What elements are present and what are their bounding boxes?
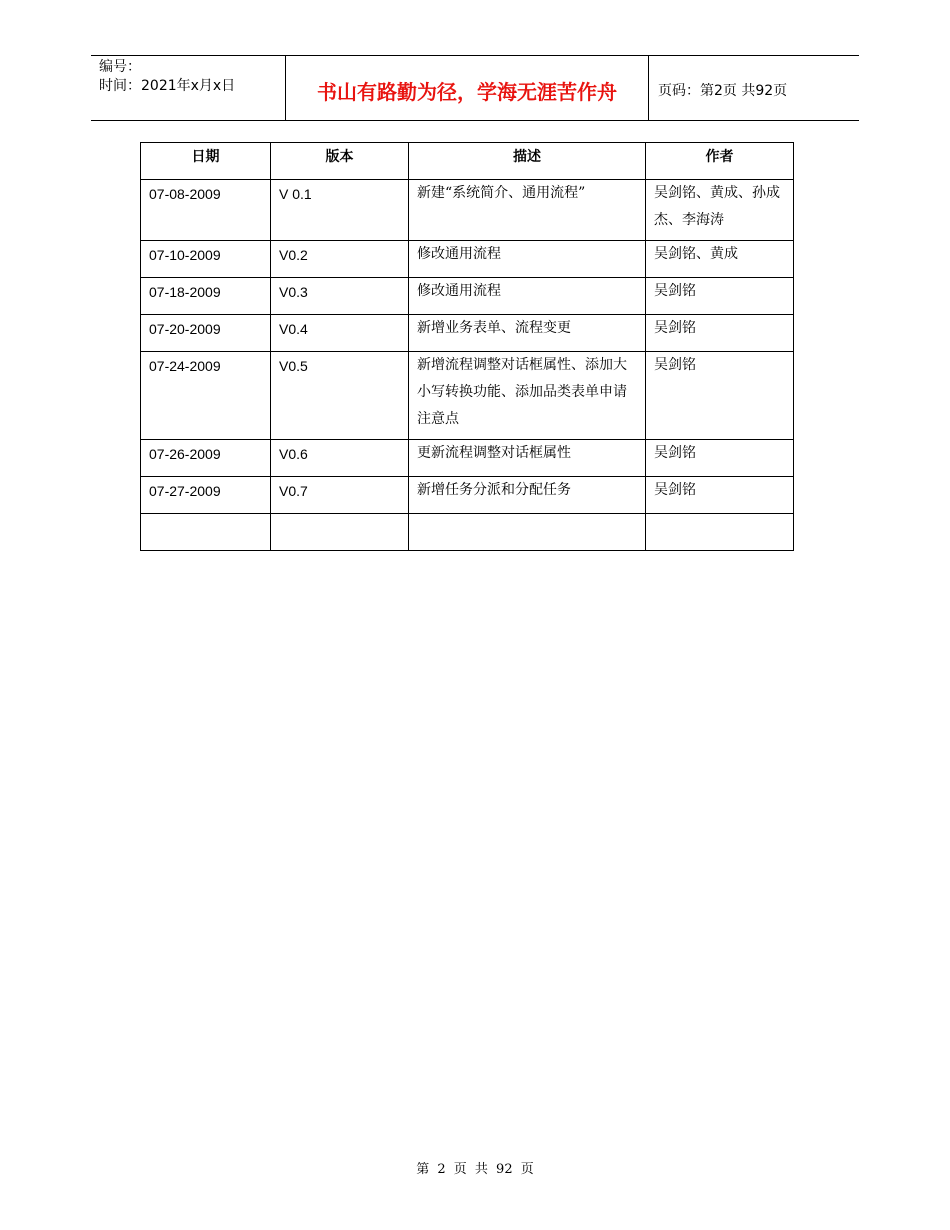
column-header-date: 日期 xyxy=(141,143,271,180)
cell-version: V0.7 xyxy=(271,477,409,514)
cell-date: 07-24-2009 xyxy=(141,352,271,440)
cell-author: 吴剑铭、黄成 xyxy=(646,241,794,278)
cell-date: 07-18-2009 xyxy=(141,278,271,315)
cell-description: 新建“系统简介、通用流程” xyxy=(409,180,646,241)
column-header-description: 描述 xyxy=(409,143,646,180)
table-row xyxy=(141,477,794,514)
cell-version: V0.4 xyxy=(271,315,409,352)
header-meta xyxy=(91,56,286,120)
cell-date: 07-27-2009 xyxy=(141,477,271,514)
cell-description: 修改通用流程 xyxy=(409,278,646,315)
table-header-row xyxy=(141,143,794,180)
cell-author: 吴剑铭、黄成、孙成杰、李海涛 xyxy=(646,180,794,241)
column-header-version: 版本 xyxy=(271,143,409,180)
table-row xyxy=(141,180,794,241)
cell-author: 吴剑铭 xyxy=(646,352,794,440)
cell-date: 07-08-2009 xyxy=(141,180,271,241)
cell-version xyxy=(271,514,409,551)
cell-date xyxy=(141,514,271,551)
cell-author: 吴剑铭 xyxy=(646,315,794,352)
header-motto: 书山有路勤为径，学海无涯苦作舟 xyxy=(286,56,649,120)
cell-version: V0.5 xyxy=(271,352,409,440)
cell-version: V0.2 xyxy=(271,241,409,278)
cell-date: 07-10-2009 xyxy=(141,241,271,278)
cell-author xyxy=(646,514,794,551)
table-row xyxy=(141,440,794,477)
header-page-info: 页码：第2页 共92页 xyxy=(658,83,788,99)
page-header xyxy=(91,55,859,121)
page-footer: 第 2 页 共 92 页 xyxy=(416,1162,534,1177)
table-row xyxy=(141,278,794,315)
cell-description: 新增流程调整对话框属性、添加大小写转换功能、添加品类表单申请注意点 xyxy=(409,352,646,440)
table-row-empty xyxy=(141,514,794,551)
cell-description: 新增任务分派和分配任务 xyxy=(409,477,646,514)
column-header-author: 作者 xyxy=(646,143,794,180)
cell-description xyxy=(409,514,646,551)
cell-date: 07-20-2009 xyxy=(141,315,271,352)
revision-history-table xyxy=(140,142,794,551)
cell-description: 新增业务表单、流程变更 xyxy=(409,315,646,352)
cell-version: V0.3 xyxy=(271,278,409,315)
cell-description: 修改通用流程 xyxy=(409,241,646,278)
time-label: 时间：2021年x月x日 xyxy=(99,78,236,94)
cell-version: V0.6 xyxy=(271,440,409,477)
cell-description: 更新流程调整对话框属性 xyxy=(409,440,646,477)
cell-version: V 0.1 xyxy=(271,180,409,241)
table-row xyxy=(141,352,794,440)
serial-number-label: 编号： xyxy=(99,59,141,75)
table-row xyxy=(141,241,794,278)
cell-author: 吴剑铭 xyxy=(646,440,794,477)
cell-author: 吴剑铭 xyxy=(646,477,794,514)
cell-date: 07-26-2009 xyxy=(141,440,271,477)
cell-author: 吴剑铭 xyxy=(646,278,794,315)
table-row xyxy=(141,315,794,352)
